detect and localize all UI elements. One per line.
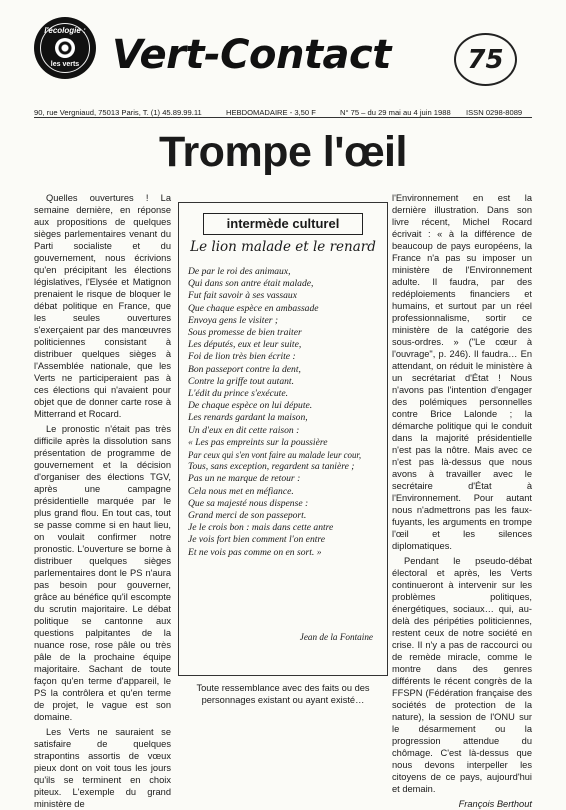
ecologie-les-verts-logo xyxy=(34,17,96,79)
poem-line: Un d'eux en dit cette raison : xyxy=(188,424,300,436)
poem-line: L'édit du prince s'exécute. xyxy=(188,388,289,400)
article-paragraph: Les Verts ne sauraient se satisfaire de quelques strapontins assortis de vœux pieux dont on voit tous les jours qu'ils se terminent en choix piteux. L'exemple du grand ministère de xyxy=(34,727,171,809)
newspaper-title: Vert-Contact xyxy=(112,32,391,78)
poem-line: Les députés, eux et leur suite, xyxy=(188,339,302,351)
poem-line: Cela nous met en méfiance. xyxy=(188,485,294,497)
publication-frequency-price: HEBDOMADAIRE - 3,50 F xyxy=(226,108,316,117)
poem-line: Pas un ne marque de retour : xyxy=(188,473,301,485)
article-headline: Trompe l'œil xyxy=(159,128,407,176)
poem-line: « Les pas empreints sur la poussière xyxy=(188,436,328,448)
poem-line: Fut fait savoir à ses vassaux xyxy=(188,290,297,302)
poem-line: Tous, sans exception, regardent sa tanière ; xyxy=(188,461,355,473)
poem-line: Que sa majesté nous dispense : xyxy=(188,497,309,509)
poem-author: Jean de la Fontaine xyxy=(299,632,373,642)
article-paragraph: l'Environnement en est la dernière illustration. Dans son livre récent, Michel Rocard écrivait : « à la différence de beaucoup de pays européens, la France n'a pas su imposer un ministère de l'Environnement adulte. Il faudra, par des redéploiements financiers et humains, et surtout par un réel professionnalisme, sortir ce ministère de la catégorie des sous-ordres. » ("Le cœur à l'ouvrage", p. 246). Il faudra… En attendant, on réduit le ministère à un secrétariat d'État ! Nous n'avons pas l'intention d'engager des polémiques personnelles contre Brice Lalonde ; la démarche politique qui le conduit dans la majorité présidentielle n'est pas la nôtre. Mais avec ce n'est pas là-dessus que nous avons à travailler avec le secrétaire d'État à l'Environnement. Pour autant nous n'admettrons pas les faux-fuyants, les arguments en trompe l'œil et les silences diplomatiques. xyxy=(392,193,532,551)
poem-title: Le lion malade et le renard xyxy=(190,239,376,255)
issue-number-badge xyxy=(454,33,517,86)
poem-line: Je le crois bon : mais dans cette antre xyxy=(188,522,334,534)
article-paragraph: Pendant le pseudo-débat électoral et après, les Verts continueront à intervenir sur les problèmes politiques, énergétiques, sociaux… qui, au-delà des péripéties politiciennes, restent ceux de notre société en crise. Il n'y a pas de raccourci ou de remède miracle, comme le montre dans des genres différents le récent congrès de la FFSPN (Fédération française des sociétés de protection de la nature), la session de l'ONU sur le désarmement ou la progression attendue du chômage. C'est là-dessus que nous devons interpeller les citoyens de ce pays, aujourd'hui et demain. xyxy=(392,556,532,794)
intermede-culturel-label: intermède culturel xyxy=(203,213,363,235)
issn: ISSN 0298-8089 xyxy=(466,108,523,117)
publisher-address: 90, rue Vergniaud, 75013 Paris, T. (1) 45.89.99.11 xyxy=(34,108,202,117)
poem-line: Grand merci de son passeport. xyxy=(188,510,307,522)
article-left-column xyxy=(34,192,171,810)
article-paragraph: Quelles ouvertures ! La semaine dernière, en réponse aux propositions de quelques sièges parlementaires venant du Parti socialiste et du gouvernement, nous écrivions qu'en précipitant les élections législatives, l'Elysée et Matignon prenaient le risque de bloquer le débat politique en France, que les seules ouvertures s'exerçaient par des manœuvres politiciennes consistant à distribuer quelques sièges à l'Assemblée nationale, que les Verts ne participeraient pas à ces élections qui n'avaient pour objet que de donner carte rose à Mitterrand et Rocard. xyxy=(34,193,171,419)
poem-line: Sous promesse de bien traiter xyxy=(188,327,302,339)
poem-line: Par ceux qui s'en vont faire au malade leur cour, xyxy=(188,450,362,461)
poem-text xyxy=(188,266,384,559)
poem-line: Et ne vois pas comme on en sort. » xyxy=(188,546,322,558)
issue-number-date: N° 75 – du 29 mai au 4 juin 1988 xyxy=(340,108,451,117)
poem-line: Je vois fort bien comment l'on entre xyxy=(188,534,326,546)
poem-line: Qui dans son antre était malade, xyxy=(188,278,314,290)
intermede-culturel-box xyxy=(178,202,388,676)
article-paragraph: Le pronostic n'était pas très difficile après la dissolution sans présentation de programme de gouvernement et la décision d'organiser des élections TGV, après une campagne présidentielle marquée par le plus grand flou. En tout cas, tout se passe comme si en haut lieu, on voulait confirmer notre pronostic. L'ouverture se borne à distribuer quelques sièges parlementaires dont le PS n'aura pas besoin pour gouverner, grâce au bénéfice qu'il escompte du scrutin majoritaire. Le débat politique se cantonne aux questions palpitantes de la nuance rose, rose pâle ou très pâle de la prochaine équipe majoritaire. Sachant de toute façon qu'en terme d'appareil, le PS la contrôlera et qu'en terme de projet, le vague est son domaine. xyxy=(34,424,171,722)
article-signature: François Berthout xyxy=(458,799,532,809)
sunflower-icon xyxy=(55,38,75,58)
issue-number: 75 xyxy=(467,45,504,75)
poem-line: De chaque espèce on lui députe. xyxy=(188,400,313,412)
article-right-column xyxy=(392,192,532,810)
logo-text-bottom: les verts xyxy=(50,61,80,68)
insert-disclaimer: Toute ressemblance avec des faits ou des personnages existant ou ayant existé… xyxy=(196,683,370,705)
poem-line: Contre la griffe tout autant. xyxy=(188,375,294,387)
poem-line: Les renards gardant la maison, xyxy=(188,412,308,424)
poem-line: De par le roi des animaux, xyxy=(188,266,291,277)
poem-line: Que chaque espèce en ambassade xyxy=(188,302,319,314)
masthead-rule xyxy=(34,117,532,118)
logo-text-top: l'écologie : xyxy=(44,26,86,35)
poem-line: Bon passeport contre la dent, xyxy=(188,363,301,375)
poem-line: Envoya gens le visiter ; xyxy=(188,314,279,326)
poem-line: Foi de lion très bien écrite : xyxy=(188,351,296,363)
